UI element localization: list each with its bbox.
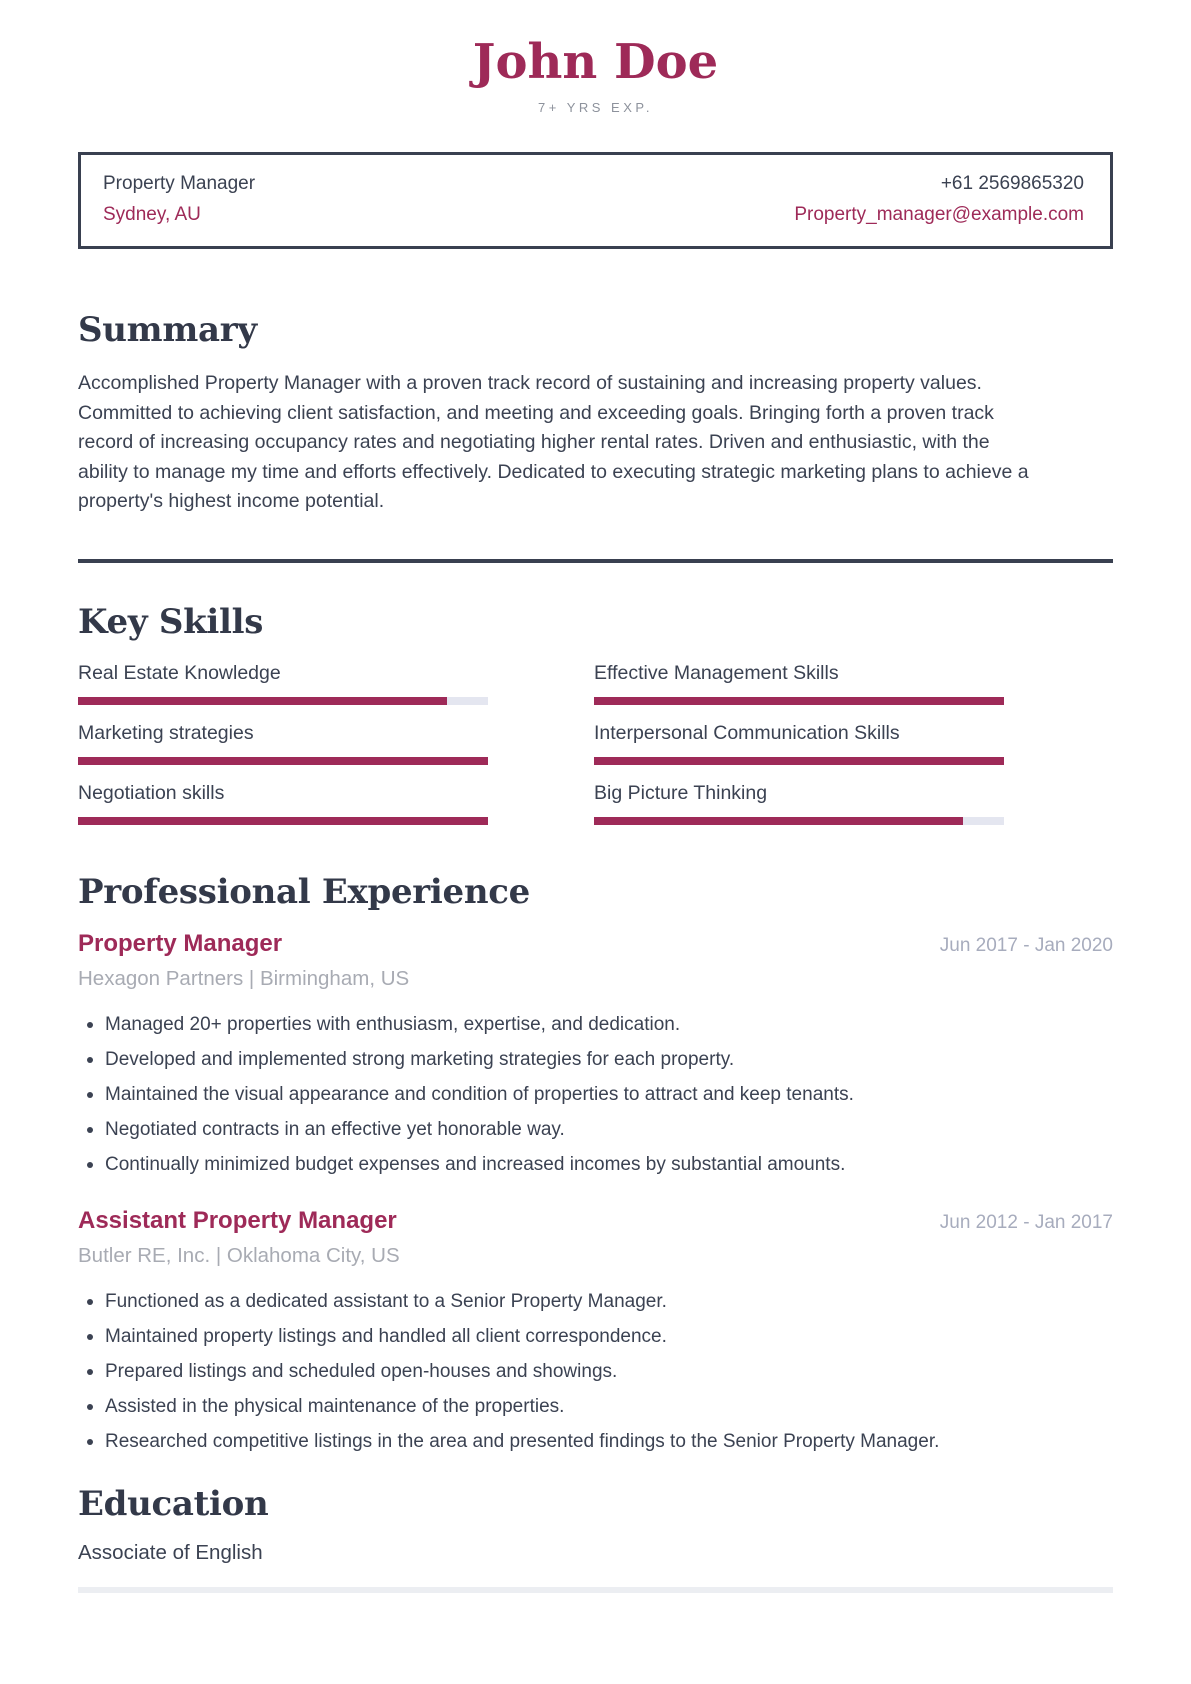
job-header	[78, 1207, 1113, 1235]
job-bullet: Researched competitive listings in the area and presented findings to the Senior Property Manager.	[78, 1427, 1113, 1457]
experience-section	[78, 871, 1113, 1457]
job-company: Hexagon Partners | Birmingham, US	[78, 966, 410, 990]
key-skills-heading: Key Skills	[78, 601, 264, 642]
job-title: Property Manager	[78, 929, 283, 957]
job-bullet: Negotiated contracts in an effective yet honorable way.	[78, 1115, 1113, 1145]
skill-bar	[594, 697, 1004, 705]
contact-left-column	[103, 173, 255, 226]
job-bullet: Functioned as a dedicated assistant to a Senior Property Manager.	[78, 1287, 1113, 1317]
job-bullet: Prepared listings and scheduled open-houses and showings.	[78, 1357, 1113, 1387]
job-company: Butler RE, Inc. | Oklahoma City, US	[78, 1243, 400, 1267]
skill-bar-fill	[594, 757, 1004, 765]
experience-heading: Professional Experience	[78, 872, 531, 913]
job-header	[78, 930, 1113, 958]
skill-bar-fill	[594, 697, 1004, 705]
summary-heading: Summary	[78, 309, 257, 350]
education-heading: Education	[78, 1483, 269, 1524]
contact-job-title: Property Manager	[103, 172, 256, 194]
education-section	[78, 1483, 1113, 1566]
summary-section	[78, 309, 1113, 517]
contact-right-column	[794, 173, 1084, 226]
job-dates: Jun 2012 - Jan 2017	[939, 1211, 1113, 1233]
skill-bar	[594, 757, 1004, 765]
job-bullet: Assisted in the physical maintenance of the properties.	[78, 1392, 1113, 1422]
skill-bar-fill	[78, 757, 488, 765]
skill-item	[78, 662, 488, 705]
contact-email-link[interactable]: Property_manager@example.com	[794, 203, 1084, 225]
section-divider	[78, 559, 1113, 563]
skill-item	[78, 782, 488, 825]
contact-box	[78, 152, 1113, 249]
skill-bar	[78, 817, 488, 825]
skill-label: Negotiation skills	[78, 782, 225, 805]
job-bullet: Developed and implemented strong marketing strategies for each property.	[78, 1045, 1113, 1075]
skill-bar-fill	[594, 817, 963, 825]
skill-item	[594, 662, 1004, 705]
job-bullet: Continually minimized budget expenses and increased incomes by substantial amounts.	[78, 1150, 1113, 1180]
bottom-divider	[78, 1587, 1113, 1593]
job-bullet: Maintained the visual appearance and condition of properties to attract and keep tenants.	[78, 1080, 1113, 1110]
skill-item	[78, 722, 488, 765]
skill-label: Big Picture Thinking	[594, 782, 768, 805]
skill-bar	[78, 697, 488, 705]
key-skills-section	[78, 601, 1113, 826]
resume-header	[78, 36, 1113, 115]
skill-label: Interpersonal Communication Skills	[594, 722, 900, 745]
summary-text: Accomplished Property Manager with a proven track record of sustaining and increasing property values. Committed to achieving client satisfaction, and meeting and exceeding goals. Bringing forth a proven track record of increasing occupancy rates and negotiating higher rental rates. Driven and enthusiastic, with the ability to manage my time and efforts effectively. Dedicated to executing strategic marketing plans to achieve a property's highest income potential.	[78, 372, 1029, 513]
job-entry	[78, 1207, 1113, 1457]
job-bullet: Maintained property listings and handled all client correspondence.	[78, 1322, 1113, 1352]
skill-label: Effective Management Skills	[594, 662, 839, 685]
contact-location: Sydney, AU	[103, 203, 201, 225]
education-degree: Associate of English	[78, 1541, 263, 1565]
jobs-list	[78, 930, 1113, 1457]
job-title: Assistant Property Manager	[78, 1206, 397, 1234]
skill-item	[594, 782, 1004, 825]
skill-label: Real Estate Knowledge	[78, 662, 281, 685]
job-bullets	[78, 1287, 1113, 1457]
skill-bar	[594, 817, 1004, 825]
contact-phone: +61 2569865320	[940, 172, 1084, 194]
job-dates: Jun 2017 - Jan 2020	[939, 934, 1113, 956]
candidate-name: John Doe	[472, 34, 719, 90]
skill-bar	[78, 757, 488, 765]
skill-bar-fill	[78, 817, 488, 825]
skill-item	[594, 722, 1004, 765]
job-bullet: Managed 20+ properties with enthusiasm, expertise, and dedication.	[78, 1010, 1113, 1040]
job-entry	[78, 930, 1113, 1180]
skill-label: Marketing strategies	[78, 722, 254, 745]
skill-bar-fill	[78, 697, 447, 705]
job-bullets	[78, 1010, 1113, 1180]
skills-grid	[78, 662, 1113, 825]
experience-badge: 7+ YRS EXP.	[538, 99, 653, 115]
